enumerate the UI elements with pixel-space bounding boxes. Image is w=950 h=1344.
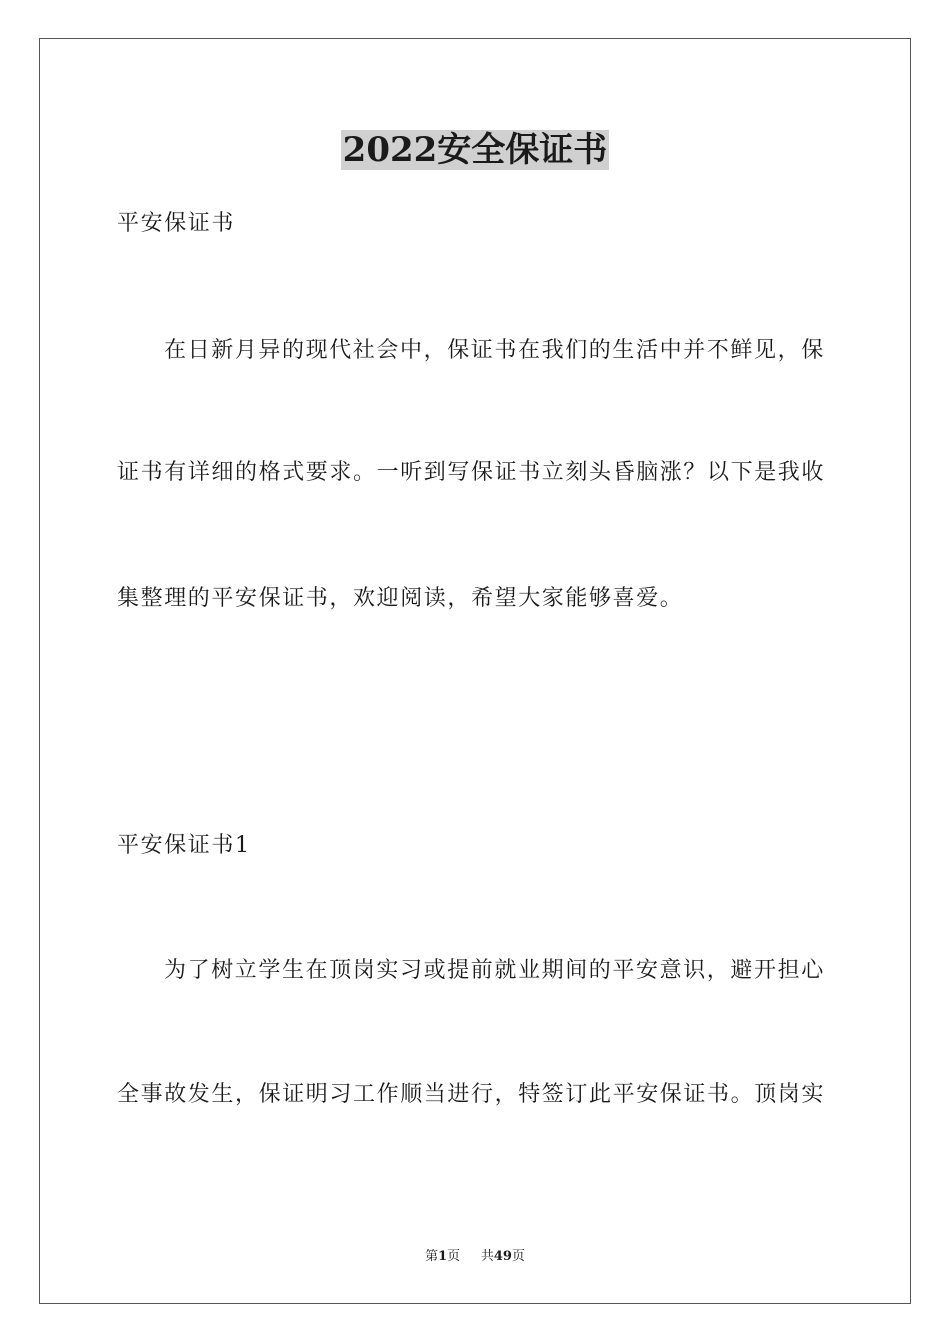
total-pages: 49	[493, 1249, 512, 1264]
paragraph-line: 集整理的平安保证书，欢迎阅读，希望大家能够喜爱。	[117, 586, 684, 611]
section-heading: 平安保证书	[117, 211, 236, 236]
paragraph-line: 为了树立学生在顶岗实习或提前就业期间的平安意识，避开担心	[164, 958, 825, 983]
paragraph-line: 全事故发生，保证明习工作顺当进行，特签订此平安保证书。顶岗实	[117, 1082, 826, 1107]
document-title-text: 2022安全保证书	[342, 130, 608, 170]
paragraph-line: 在日新月异的现代社会中，保证书在我们的生活中并不鲜见，保	[164, 338, 825, 363]
paragraph-line: 证书有详细的格式要求。一听到写保证书立刻头昏脑涨？以下是我收	[117, 460, 826, 485]
page-footer	[0, 1248, 950, 1266]
total-suffix: 页	[511, 1249, 525, 1264]
total-prefix: 共	[480, 1249, 494, 1264]
document-title	[0, 128, 950, 172]
page-suffix: 页	[447, 1249, 461, 1264]
page-prefix: 第	[425, 1249, 439, 1264]
page-number: 1	[438, 1249, 448, 1264]
section-heading: 平安保证书1	[117, 833, 251, 858]
